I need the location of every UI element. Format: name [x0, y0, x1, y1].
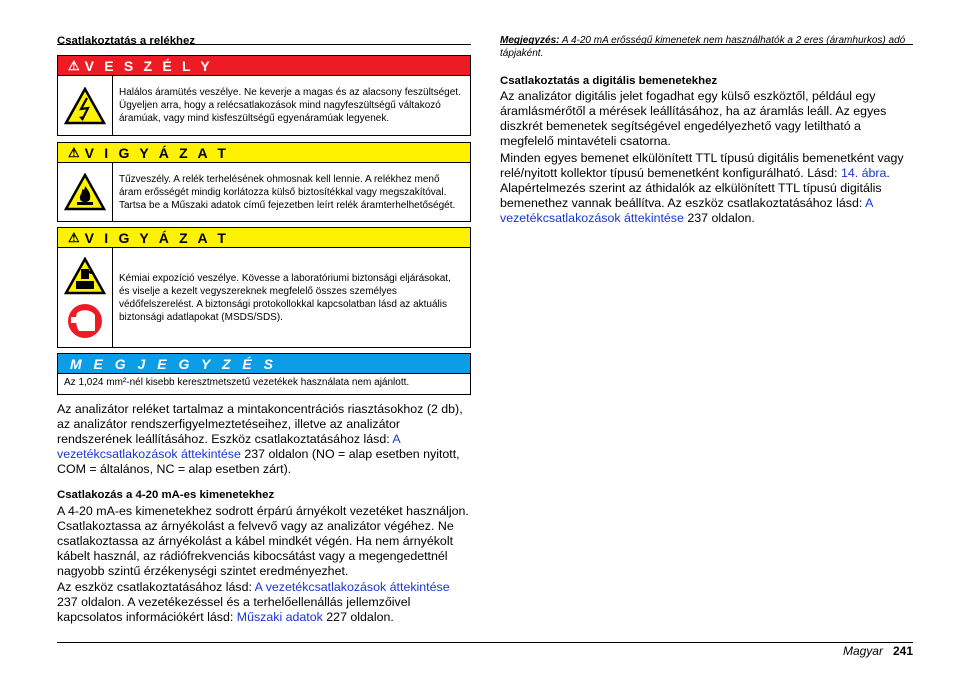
caution-header: [58, 143, 470, 163]
relay-paragraph: [57, 402, 471, 477]
heading-4-20ma: Csatlakozás a 4-20 mA-es kimenetekhez: [57, 489, 275, 501]
page-footer: [843, 644, 913, 658]
text-span: . Alapértelmezés szerint az áthidalók az elkülönített TTL típusú digitális bemenethez vannak beállítva. Az eszköz csatlakoztatásához lásd:: [500, 166, 890, 210]
caution-fire-text: Tűzveszély. A relék terhelésének ohmosnak kell lennie. A relékhez menő áram erősségét mindig korlátozza külső biztosítékkal vagy megszakítóval. Tartsa be a Műszaki adatok című fejezetben leírt relék áramterhelhetőségét.: [119, 173, 456, 211]
face-shield-ppe-icon: [67, 303, 103, 339]
chemical-hazard-icon: [64, 257, 106, 295]
chemical-icons-cell: [58, 248, 113, 347]
device-connect-paragraph: [57, 580, 471, 625]
caution-header: [58, 228, 470, 248]
wiring-overview-link[interactable]: A vezetékcsatlakozások áttekintése: [57, 432, 401, 461]
note-header: M E G J E G Y Z É S: [58, 354, 470, 374]
caution-label: V I G Y Á Z A T: [84, 144, 230, 161]
text-span: 237 oldalon.: [683, 211, 755, 225]
page-number: 241: [892, 644, 913, 658]
danger-text: Halálos áramütés veszélye. Ne keverje a magas és az alacsony feszültséget. Ügyeljen arra, hogy a relécsatlakozások mind nagyfeszültségű váltakozó áramúak, vagy mind kisfeszültségű egyenáramúak legyenek.: [119, 87, 461, 124]
warning-triangle-icon: ⚠: [68, 229, 80, 245]
figure-14-link[interactable]: 14. ábra: [840, 166, 887, 180]
note-text: Az 1,024 mm²-nél kisebb keresztmetszetű vezetékek használata nem ajánlott.: [64, 377, 410, 388]
danger-box: [57, 55, 471, 136]
electric-shock-warning-icon: [58, 76, 113, 135]
technical-data-link[interactable]: Műszaki adatok: [236, 610, 323, 624]
note-box: [57, 353, 471, 395]
warning-triangle-icon: ⚠: [68, 57, 80, 73]
text-span: Az analizátor reléket tartalmaz a mintakoncentrációs riasztásokhoz (2 db), az analizátor rendszerfigyelmeztetéseihez, illetve az analizátor rendszerének leállításához. Eszköz csatlakoztatásához lásd:: [57, 402, 463, 446]
ma-note: [500, 34, 910, 60]
text-span: 227 oldalon.: [322, 610, 394, 624]
danger-label: V E S Z É L Y: [84, 57, 213, 74]
caution-label: V I G Y Á Z A T: [84, 229, 230, 246]
text-span: 237 oldalon. A vezetékezéssel és a terhelőellenállás jellemzőivel kapcsolatos információkért lásd:: [57, 595, 411, 624]
digital-paragraph-1: Az analizátor digitális jelet fogadhat egy külső eszköztől, például egy áramlásmérőtől a mérések leállításához, ha az áramlás leáll. Az egyes diszkrét bemenetek segítségével engedélyezhető vagy letiltható a megfelelő mintavételi csatorna.: [500, 89, 887, 148]
warning-triangle-icon: ⚠: [68, 144, 80, 160]
text-span: Minden egyes bemenet elkülönített TTL típusú digitális bemenetként vagy relé/nyitott kollektor típusú bemenetként konfigurálható. Lásd:: [500, 151, 904, 180]
text-span: Az eszköz csatlakoztatásához lásd:: [57, 580, 255, 594]
footer-rule: [57, 642, 913, 643]
caution-box-fire: [57, 142, 471, 222]
footer-language: Magyar: [842, 644, 883, 658]
wiring-overview-link[interactable]: A vezetékcsatlakozások áttekintése: [500, 196, 873, 225]
heading-relay-connection: Csatlakoztatás a relékhez: [57, 35, 196, 47]
ma-output-paragraph: A 4-20 mA-es kimenetekhez sodrott érpárú árnyékolt vezetéket használjon. Csatlakoztassa az árnyékolást a felvevő vagy az analizátor végéhez. Ne csatlakoztassa az árnyékolást a kábel mindkét végén. Ha nem árnyékolt kábelt használ, az rádiófrekvenciás kibocsátást vagy a megengedettnél nagyobb szintű érzékenységi szintet eredményezhet.: [57, 504, 469, 578]
text-span: 237 oldalon (NO = alap esetben nyitott, COM = általános, NC = alap esetben zárt).: [57, 447, 460, 476]
danger-header: [58, 56, 470, 76]
digital-paragraph-2: [500, 151, 910, 226]
fire-warning-icon: [58, 163, 113, 221]
caution-box-chemical: [57, 227, 471, 348]
note-text: A 4-20 mA erősségű kimenetek nem használhatók a 2 eres (áramhurkos) adó tápjaként.: [500, 35, 906, 59]
wiring-overview-link[interactable]: A vezetékcsatlakozások áttekintése: [254, 580, 450, 594]
caution-chemical-text: Kémiai expozíció veszélye. Kövesse a laboratóriumi biztonsági eljárásokat, és viselje a kezelt vegyszereknek megfelelő összes személyes védőfelszerelést. A biztonsági protokollokkal kapcsolatban lásd az aktuális biztonsági adatlapokat (MSDS/SDS).: [119, 272, 451, 323]
note-label: Megjegyzés:: [500, 35, 560, 46]
heading-digital-inputs: Csatlakoztatás a digitális bemenetekhez: [500, 75, 718, 87]
